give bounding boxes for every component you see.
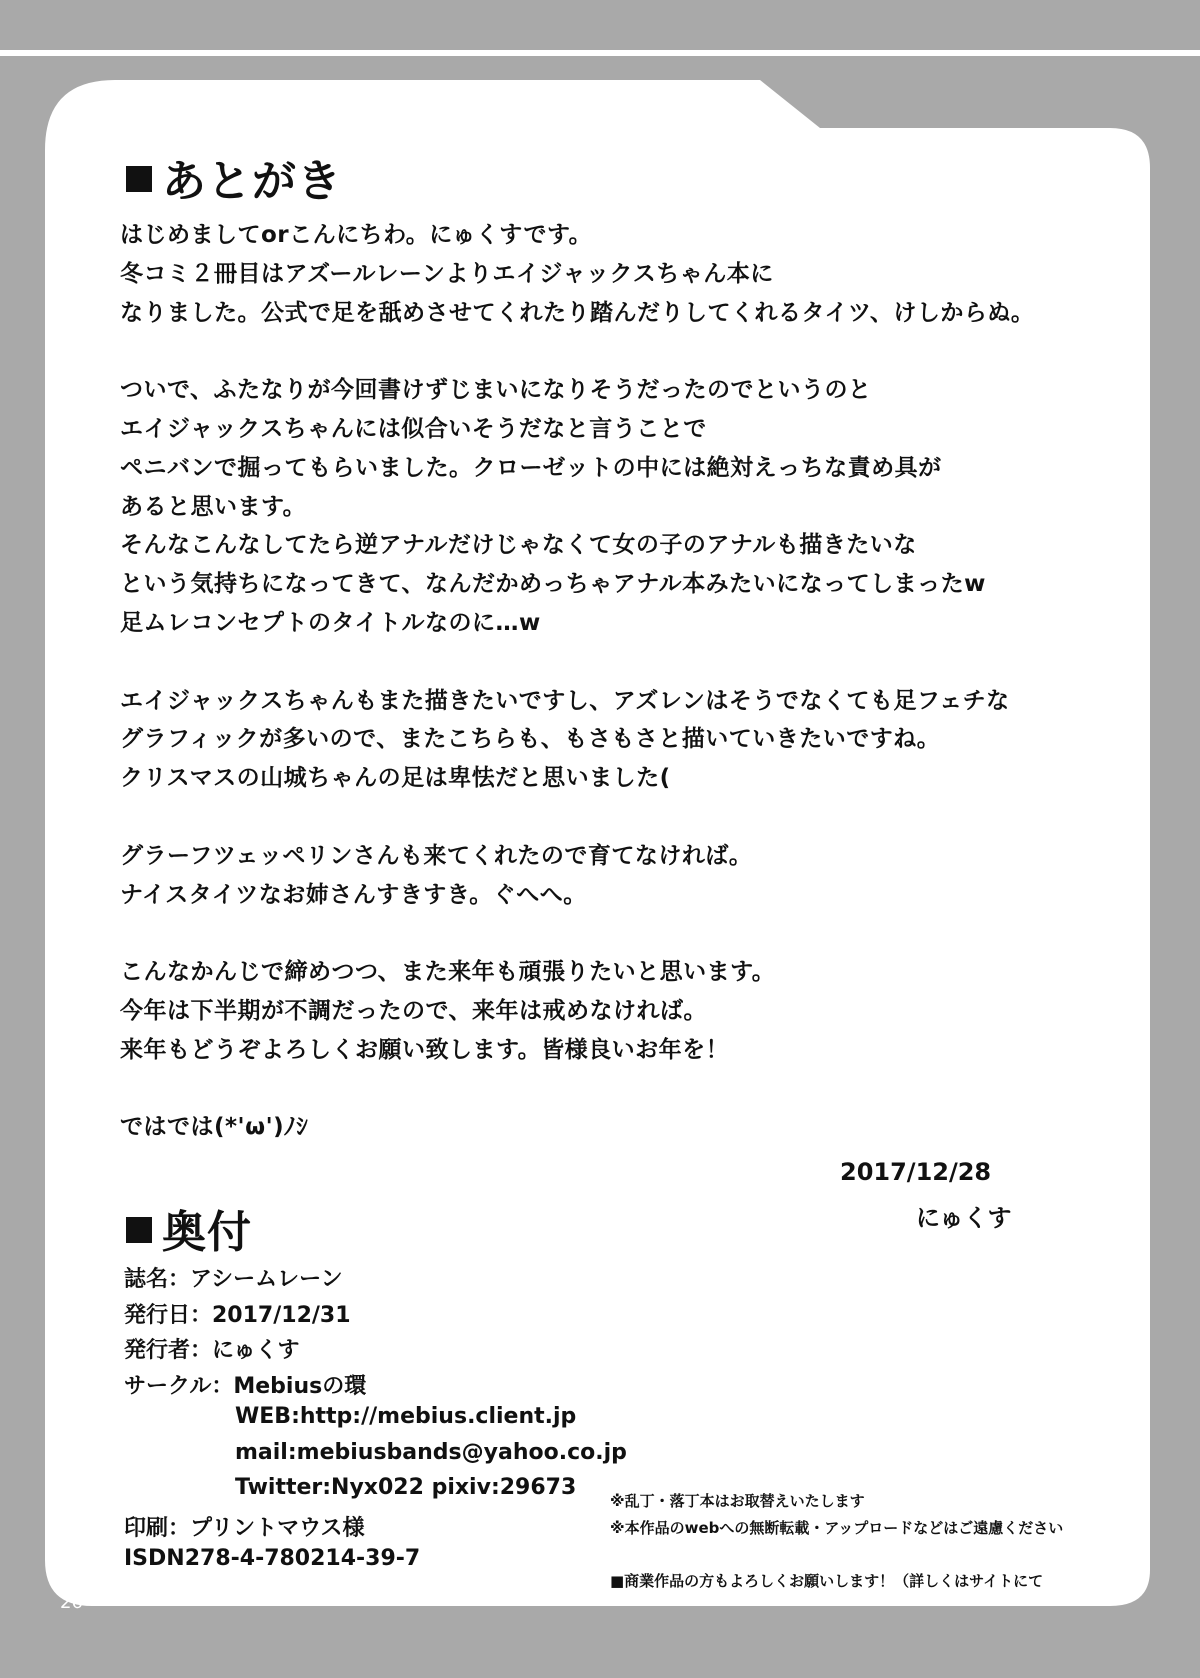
colophon-line: Twitter:Nyx022 pixiv:29673 [235, 1475, 577, 1500]
afterword-line: 今年は下半期が不調だったので、来年は戒めなければ。 [120, 998, 708, 1024]
colophon-line: 発行者：にゅくす [124, 1338, 300, 1363]
afterword-author: にゅくす [916, 1204, 1012, 1232]
afterword-line: ではでは(*'ω')ﾉｼ [120, 1114, 309, 1141]
square-bullet-icon [126, 1217, 152, 1243]
afterword-line: という気持ちになってきて、なんだかめっちゃアナル本みたいになってしまったw [120, 571, 986, 598]
afterword-line: なりました。公式で足を舐めさせてくれたり踏んだりしてくれるタイツ、けしからぬ。 [120, 299, 1035, 326]
afterword-date: 2017/12/28 [840, 1158, 992, 1186]
colophon-line: 誌名：アシームレーン [124, 1267, 343, 1292]
afterword-line: クリスマスの山城ちゃんの足は卑怯だと思いました( [120, 765, 671, 792]
afterword-title: あとがき [162, 156, 342, 207]
page-number: 26 [60, 1592, 83, 1613]
colophon-title: 奥付 [162, 1207, 252, 1258]
notice-line: ※本作品のwebへの無断転載・アップロードなどはご遠慮ください [610, 1519, 1064, 1537]
afterword-line: 来年もどうぞよろしくお願い致します。皆様良いお年を！ [120, 1036, 730, 1063]
afterword-line: グラフィックが多いので、またこちらも、もさもさと描いていきたいですね。 [120, 726, 941, 753]
afterword-heading [126, 145, 342, 209]
afterword-line: 足ムレコンセプトのタイトルなのに…w [120, 610, 541, 636]
colophon-line: ISDN278-4-780214-39-7 [124, 1546, 421, 1571]
square-bullet-icon [126, 166, 152, 192]
colophon-line: 発行日：2017/12/31 [124, 1302, 351, 1328]
colophon-line: mail:mebiusbands@yahoo.co.jp [235, 1439, 627, 1465]
colophon-line: サークル：Mebiusの環 [124, 1373, 367, 1399]
afterword-line: はじめましてorこんにちわ。にゅくすです。 [120, 222, 593, 248]
afterword-line: あると思います。 [120, 493, 307, 520]
afterword-line: グラーフツェッペリンさんも来てくれたので育てなければ。 [120, 842, 753, 869]
afterword-line: ペニバンで掘ってもらいました。クローゼットの中には絶対えっちな責め具が [120, 454, 942, 481]
notice-line: ■商業作品の方もよろしくお願いします！（詳しくはサイトにて [610, 1572, 1044, 1590]
colophon-line: 印刷：プリントマウス様 [124, 1515, 365, 1541]
afterword-line: エイジャックスちゃんもまた描きたいですし、アズレンはそうでなくても足フェチな [120, 687, 1010, 714]
notice-line: ※乱丁・落丁本はお取替えいたします [610, 1492, 865, 1510]
afterword-line: 冬コミ２冊目はアズールレーンよりエイジャックスちゃん本に [120, 260, 774, 287]
afterword-line: ナイスタイツなお姉さんすきすき。ぐへへ。 [120, 881, 587, 908]
afterword-line: エイジャックスちゃんには似合いそうだなと言うことで [120, 416, 707, 442]
afterword-line: こんなかんじで締めつつ、また来年も頑張りたいと思います。 [120, 959, 776, 986]
afterword-line: ついで、ふたなりが今回書けずじまいになりそうだったのでというのと [120, 377, 872, 404]
colophon-heading [126, 1196, 252, 1260]
afterword-line: そんなこんなしてたら逆アナルだけじゃなくて女の子のアナルも描きたいな [120, 532, 917, 559]
colophon-line: WEB:http://mebius.client.jp [235, 1404, 577, 1429]
